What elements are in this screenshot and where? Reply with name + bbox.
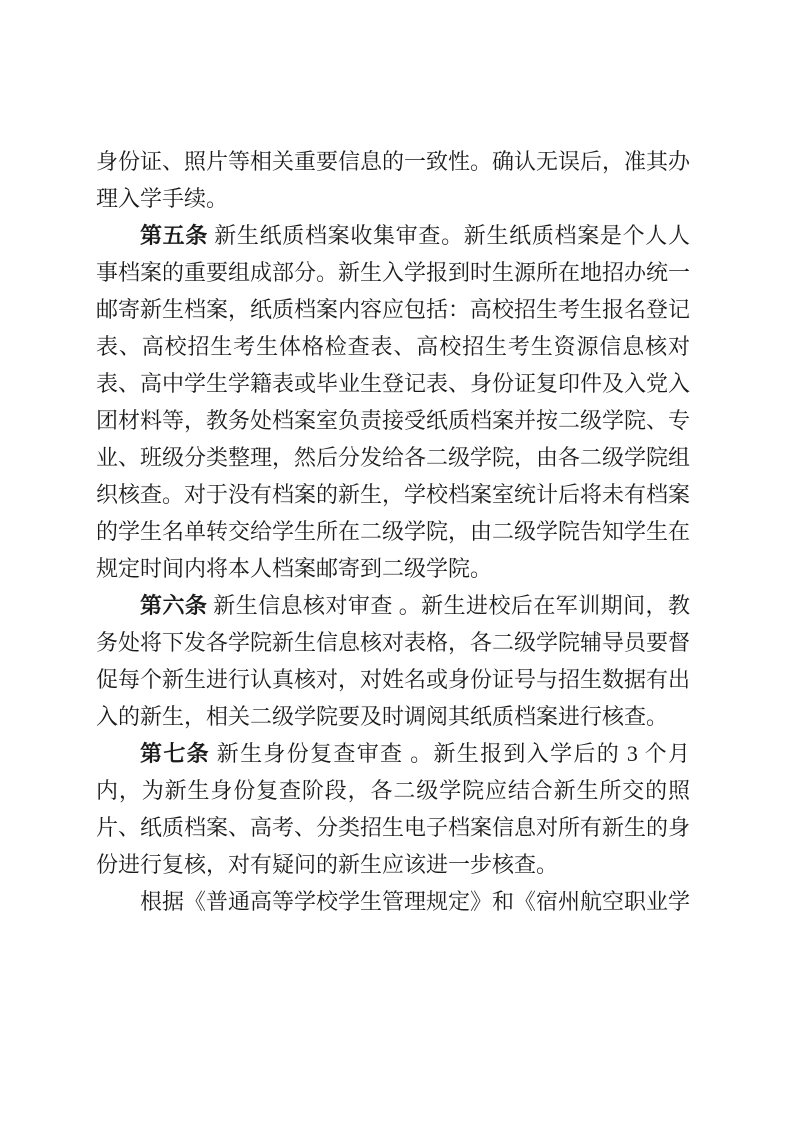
paragraph-text: 新生信息核对审查 。新生进校后在军训期间，教务处将下发各学院新生信息核对表格，各二级学院辅导员要督促每个新生进行认真核对，对姓名或身份证号与招生数据有出入的新生，相关二级学院要及时调阅其纸质档案进行核查。 xyxy=(96,593,691,729)
paragraph-text: 根据《普通高等学校学生管理规定》和《宿州航空职业学 xyxy=(140,889,691,914)
paragraph xyxy=(96,143,690,217)
document-body xyxy=(96,143,690,920)
article-number: 第七条 xyxy=(140,741,210,766)
paragraph xyxy=(96,217,690,587)
paragraph xyxy=(96,735,690,883)
paragraph-text: 身份证、照片等相关重要信息的一致性。确认无误后，准其办理入学手续。 xyxy=(96,149,691,211)
article-number: 第五条 xyxy=(140,223,209,248)
paragraph-text: 新生身份复查审查 。新生报到入学后的 3 个月内，为新生身份复查阶段，各二级学院应结合新生所交的照片、纸质档案、高考、分类招生电子档案信息对所有新生的身份进行复核，对有疑问的新生应该进一步核查。 xyxy=(96,741,691,877)
article-number: 第六条 xyxy=(140,593,208,618)
paragraph xyxy=(96,883,690,920)
paragraph xyxy=(96,587,690,735)
paragraph-text: 新生纸质档案收集审查。新生纸质档案是个人人事档案的重要组成部分。新生入学报到时生源所在地招办统一邮寄新生档案，纸质档案内容应包括：高校招生考生报名登记表、高校招生考生体格检查表、高校招生考生资源信息核对表、高中学生学籍表或毕业生登记表、身份证复印件及入党入团材料等，教务处档案室负责接受纸质档案并按二级学院、专业、班级分类整理，然后分发给各二级学院，由各二级学院组织核查。对于没有档案的新生，学校档案室统计后将未有档案的学生名单转交给学生所在二级学院，由二级学院告知学生在规定时间内将本人档案邮寄到二级学院。 xyxy=(96,223,691,581)
